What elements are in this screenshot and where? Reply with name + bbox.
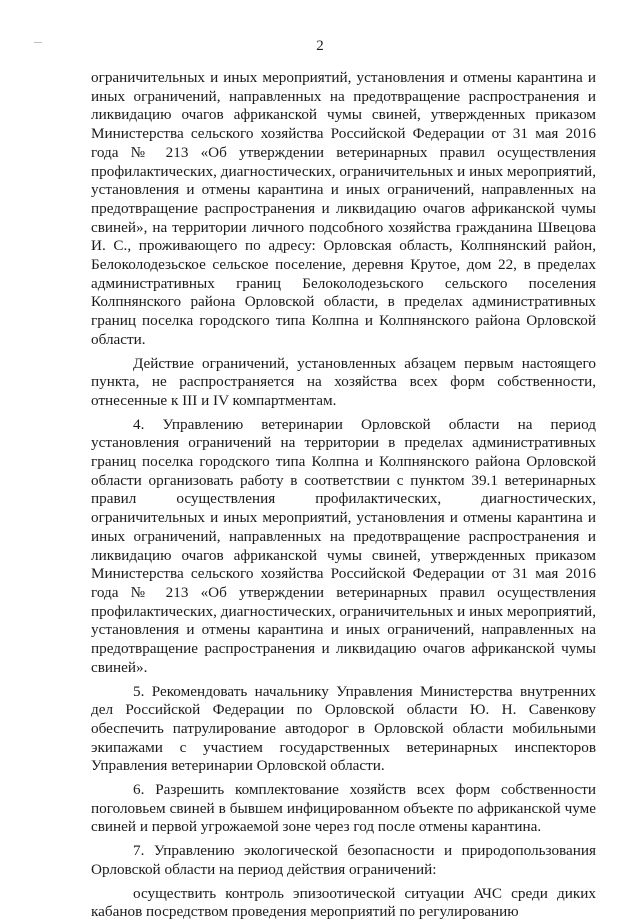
- page-number: 2: [316, 38, 324, 54]
- paragraph-item-4: 4. Управлению ветеринарии Орловской области на период установления ограничений на территории в пределах административных границ поселка городского типа Колпна и Колпнянского района Орловской области организовать работу в соответствии с пунктом 39.1 ветеринарных правил осуществления профилактических, диагностических, ограничительных и иных мероприятий, установления и отмены карантина и иных ограничений, направленных на предотвращение распространения и ликвидацию очагов африканской чумы свиней, утвержденных приказом Министерства сельского хозяйства Российской Федерации от 31 мая 2016 года № 213 «Об утверждении ветеринарных правил осуществления профилактических, диагностических, ограничительных и иных мероприятий, установления и отмены карантина и иных ограничений, направленных на предотвращение распространения и ликвидацию очагов африканской чумы свиней».: [91, 415, 596, 676]
- paragraph-restriction-exception: Действие ограничений, установленных абзацем первым настоящего пункта, не распространяется на хозяйства всех форм собственности, отнесенные к III и IV компартментам.: [91, 354, 596, 409]
- paragraph-item-7: 7. Управлению экологической безопасности и природопользования Орловской области на период действия ограничений:: [91, 842, 596, 878]
- paragraph-continuation: ограничительных и иных мероприятий, установления и отмены карантина и иных ограничений, направленных на предотвращение распространения и ликвидацию очагов африканской чумы свиней, утвержденных приказом Министерства сельского хозяйства Российской Федерации от 31 мая 2016 года № 213 «Об утверждении ветеринарных правил осуществления профилактических, диагностических, ограничительных и иных мероприятий, установления и отмены карантина и иных ограничений, направленных на предотвращение распространения и ликвидацию очагов африканской чумы свиней», на территории личного подсобного хозяйства гражданина Швецова И. С., проживающего по адресу: Орловская область, Колпнянский район, Белоколодезьское сельское поселение, деревня Крутое, дом 22, в пределах административных границ Белоколодезьского сельского поселения Колпнянского района Орловской области, в пределах административных границ поселка городского типа Колпна и Колпнянского района Орловской области.: [91, 69, 596, 348]
- document-body: [91, 69, 596, 922]
- paragraph-item-7-subitem: осуществить контроль эпизоотической ситуации АЧС среди диких кабанов посредством проведения мероприятий по регулированию: [91, 884, 596, 921]
- paragraph-item-6: 6. Разрешить комплектование хозяйств всех форм собственности поголовьем свиней в бывшем инфицированном объекте по африканской чуме свиней и первой угрожаемой зоне через год после отмены карантина.: [91, 781, 596, 836]
- paragraph-item-5: 5. Рекомендовать начальнику Управления Министерства внутренних дел Российской Федерации по Орловской области Ю. Н. Савенкову обеспечить патрулирование автодорог в Орловской области мобильными экипажами с участием государственных ветеринарных инспекторов Управления ветеринарии Орловской области.: [91, 682, 596, 775]
